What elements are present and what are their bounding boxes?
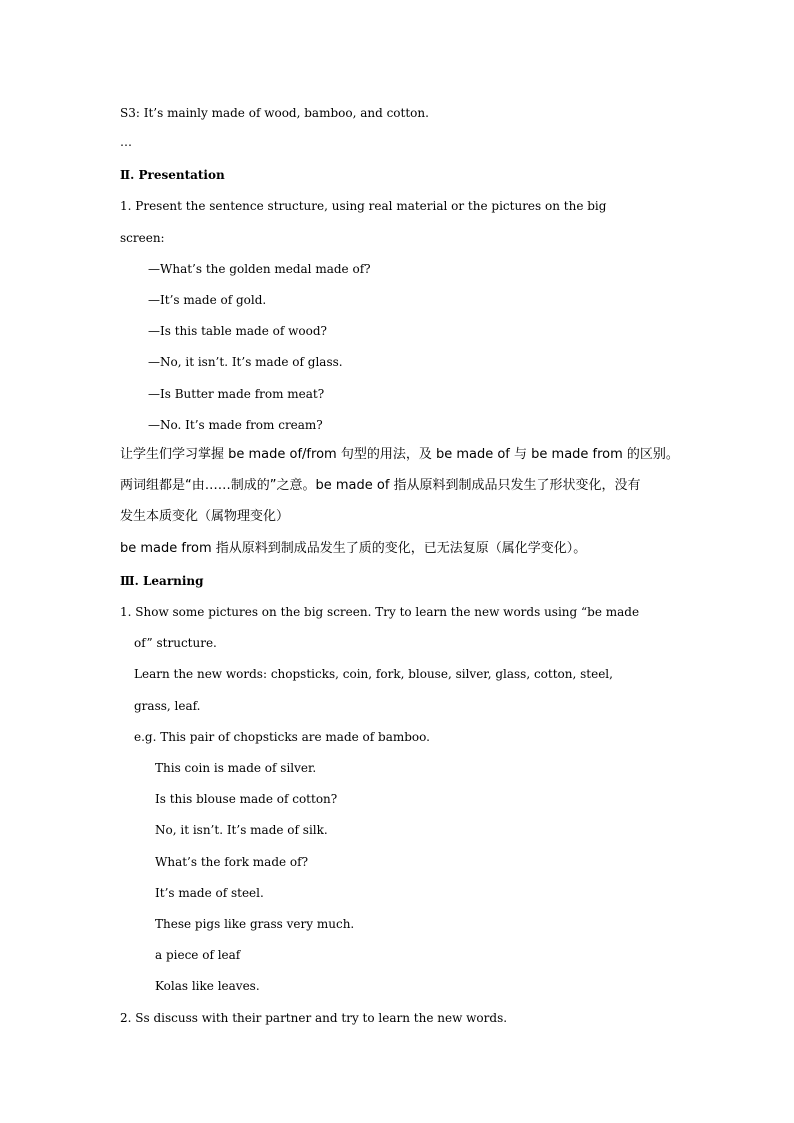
dialogue-s3-line: S3: It’s mainly made of wood, bamboo, and cotton. bbox=[120, 106, 429, 120]
example-fork-question: What’s the fork made of? bbox=[155, 855, 309, 869]
ellipsis-line: … bbox=[120, 135, 132, 149]
chinese-note-line-3: 发生本质变化（属物理变化） bbox=[120, 509, 290, 524]
example-fork-answer: It’s made of steel. bbox=[155, 886, 264, 900]
chinese-note-line-2: 两词组都是“由……制成的”之意。be made of 指从原料到制成品只发生了形状变化，没有 bbox=[120, 478, 641, 493]
section-heading-learning: Ⅲ. Learning bbox=[120, 574, 204, 588]
new-words-line-cont: grass, leaf. bbox=[134, 699, 201, 713]
example-coin: This coin is made of silver. bbox=[155, 761, 317, 775]
example-grass: These pigs like grass very much. bbox=[155, 917, 355, 931]
learning-step-1: 1. Show some pictures on the big screen. Try to learn the new words using “be made bbox=[120, 605, 640, 619]
example-leaf: a piece of leaf bbox=[155, 948, 241, 962]
example-answer-cream: —No. It’s made from cream? bbox=[148, 418, 323, 432]
chinese-note-line-4: be made from 指从原料到制成品发生了质的变化，已无法复原（属化学变化）。 bbox=[120, 541, 587, 556]
example-blouse-question: Is this blouse made of cotton? bbox=[155, 792, 338, 806]
example-leaves: Kolas like leaves. bbox=[155, 979, 260, 993]
example-chopsticks: e.g. This pair of chopsticks are made of bamboo. bbox=[134, 730, 430, 744]
example-question-butter: —Is Butter made from meat? bbox=[148, 387, 325, 401]
presentation-step-1-cont: screen: bbox=[120, 231, 165, 245]
learning-step-1-cont: of” structure. bbox=[134, 636, 217, 650]
example-question-medal: —What’s the golden medal made of? bbox=[148, 262, 371, 276]
section-heading-presentation: Ⅱ. Presentation bbox=[120, 168, 225, 182]
example-blouse-answer: No, it isn’t. It’s made of silk. bbox=[155, 823, 328, 837]
learning-step-2: 2. Ss discuss with their partner and try to learn the new words. bbox=[120, 1011, 508, 1025]
presentation-step-1: 1. Present the sentence structure, using real material or the pictures on the big bbox=[120, 199, 607, 213]
new-words-line: Learn the new words: chopsticks, coin, fork, blouse, silver, glass, cotton, steel, bbox=[134, 667, 613, 681]
example-question-table: —Is this table made of wood? bbox=[148, 324, 327, 338]
example-answer-gold: —It’s made of gold. bbox=[148, 293, 267, 307]
chinese-note-line-1: 让学生们学习掌握 be made of/from 句型的用法，及 be made of 与 be made from 的区别。 bbox=[120, 447, 679, 462]
example-answer-glass: —No, it isn’t. It’s made of glass. bbox=[148, 355, 343, 369]
